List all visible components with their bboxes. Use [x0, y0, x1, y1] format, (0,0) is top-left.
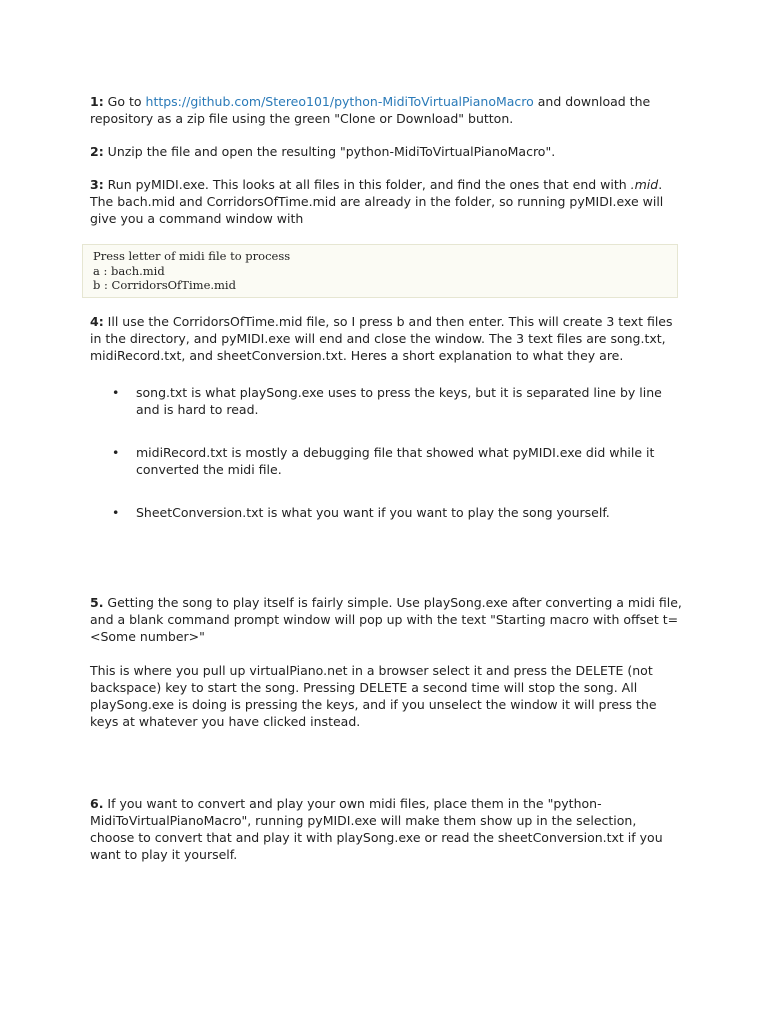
step-1-text-after: and download the repository as a zip file using the green "Clone or Download" button.: [90, 94, 651, 126]
step-5-number: 5.: [90, 594, 104, 610]
step-5-text: Getting the song to play itself is fairly simple. Use playSong.exe after converting a midi file, and a blank command prompt window will pop up with the text "Starting macro with offset t= <Some number>": [90, 594, 682, 644]
step-6-number: 6.: [90, 795, 104, 811]
step-6-text: If you want to convert and play your own midi files, place them in the "python-MidiToVirtualPianoMacro", running pyMIDI.exe will make them show up in the selection, choose to convert that and play it with playSong.exe or read the sheetConversion.txt if you want to play it yourself.: [90, 795, 663, 862]
bullet-marker: •: [112, 384, 120, 400]
bullet-marker: •: [112, 444, 120, 460]
step-4-paragraph: [90, 313, 682, 364]
step-1-text-before: Go to: [103, 94, 146, 109]
step-1-number: 1:: [90, 94, 104, 109]
list-item-text: midiRecord.txt is mostly a debugging file that showed what pyMIDI.exe did while it converted the midi file.: [136, 444, 655, 477]
step-2-number: 2:: [90, 144, 104, 159]
step-2-text: Unzip the file and open the resulting "python-MidiToVirtualPianoMacro".: [103, 144, 556, 159]
console-line-prompt: Press letter of midi file to process: [93, 249, 291, 263]
step-3-text-b: . The bach.mid and CorridorsOfTime.mid are already in the folder, so running pyMIDI.exe will give you a command window with: [90, 177, 664, 226]
console-line-bach: a : bach.mid: [93, 263, 165, 278]
step-6-paragraph: [90, 795, 682, 863]
step-5-paragraph: [90, 594, 682, 645]
list-item-midirecord-txt: [90, 444, 682, 478]
step-4-number: 4:: [90, 313, 104, 329]
document-body: [90, 93, 682, 863]
github-repo-link[interactable]: https://github.com/Stereo101/python-MidiToVirtualPianoMacro: [145, 94, 534, 109]
bullet-marker: •: [112, 504, 120, 520]
step-3-text-a: Run pyMIDI.exe. This looks at all files in this folder, and find the ones that end with: [103, 177, 631, 192]
step-4-text: Ill use the CorridorsOfTime.mid file, so I press b and then enter. This will create 3 text files in the directory, and pyMIDI.exe will end and close the window. The 3 text files are song.txt, midiRecord.txt, and sheetConversion.txt. Heres a short explanation to what they are.: [90, 313, 673, 363]
console-output-block: [82, 244, 678, 298]
step-3-paragraph: [90, 176, 682, 227]
step-5-detail-paragraph: This is where you pull up virtualPiano.net in a browser select it and press the DELETE (not backspace) key to start the song. Pressing DELETE a second time will stop the song. All playSong.exe is doing is pressing the keys, and if you unselect the window it will press the keys at whatever you have clicked instead.: [90, 662, 657, 729]
step-2-paragraph: [90, 143, 682, 160]
list-item-song-txt: [90, 384, 682, 418]
list-item-text: song.txt is what playSong.exe uses to press the keys, but it is separated line by line and is hard to read.: [136, 384, 662, 417]
step-1-paragraph: [90, 93, 682, 127]
list-item-text: SheetConversion.txt is what you want if you want to play the song yourself.: [136, 504, 610, 520]
console-line-corridors: b : CorridorsOfTime.mid: [93, 278, 236, 292]
step-3-number: 3:: [90, 177, 104, 192]
list-item-sheetconversion-txt: [90, 504, 682, 521]
file-explanation-list: [90, 384, 682, 521]
mid-extension: .mid: [630, 177, 659, 192]
